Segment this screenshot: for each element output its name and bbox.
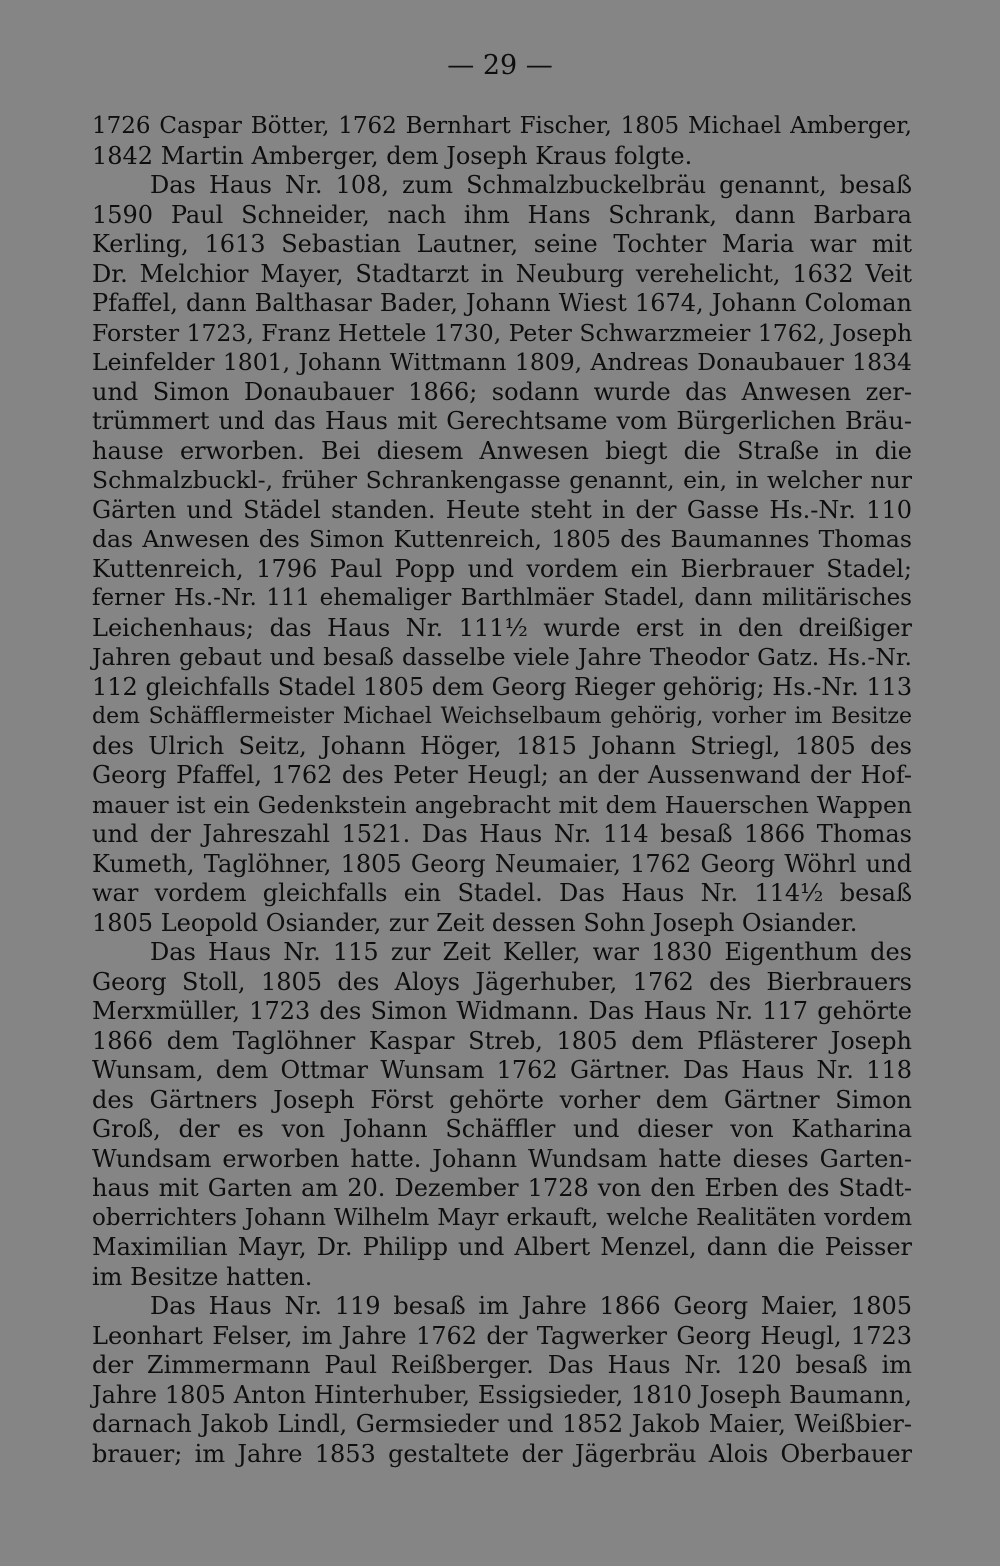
text-line: war vordem gleichfalls ein Stadel. Das Haus Nr. 114½ besaß bbox=[92, 879, 912, 907]
text-line: Leinfelder 1801, Johann Wittmann 1809, Andreas Donaubauer 1834 bbox=[92, 348, 912, 376]
text-line: 112 gleichfalls Stadel 1805 dem Georg Rieger gehörig; Hs.-Nr. 113 bbox=[92, 672, 913, 701]
text-line: darnach Jakob Lindl, Germsieder und 1852 Jakob Maier, Weißbier- bbox=[92, 1410, 912, 1438]
text-line: Kerling, 1613 Sebastian Lautner, seine Tochter Maria war mit bbox=[92, 230, 912, 258]
text-line: Georg Pfaffel, 1762 des Peter Heugl; an der Aussenwand der Hof- bbox=[92, 761, 912, 789]
text-line: des Ulrich Seitz, Johann Höger, 1815 Johann Striegl, 1805 des bbox=[92, 731, 912, 760]
body-text bbox=[92, 112, 912, 1469]
text-line: des Gärtners Joseph Först gehörte vorher dem Gärtner Simon bbox=[92, 1085, 912, 1114]
text-line: oberrichters Johann Wilhelm Mayr erkauft, welche Realitäten vordem bbox=[92, 1204, 912, 1231]
text-line: mauer ist ein Gedenkstein angebracht mit dem Hauerschen Wappen bbox=[92, 790, 912, 819]
page-number: — 29 — bbox=[447, 50, 553, 81]
text-line: Merxmüller, 1723 des Simon Widmann. Das Haus Nr. 117 gehörte bbox=[92, 997, 912, 1025]
text-line: Groß, der es von Johann Schäffler und dieser von Katharina bbox=[92, 1115, 912, 1143]
text-line: Forster 1723, Franz Hettele 1730, Peter Schwarzmeier 1762, Joseph bbox=[92, 318, 913, 347]
text-line: haus mit Garten am 20. Dezember 1728 von den Erben des Stadt- bbox=[92, 1174, 912, 1202]
text-line: Gärten und Städel standen. Heute steht in der Gasse Hs.-Nr. 110 bbox=[92, 495, 912, 524]
text-line: dem Schäfflermeister Michael Weichselbaum gehörig, vorher im Besitze bbox=[92, 704, 912, 729]
text-line: Leonhart Felser, im Jahre 1762 der Tagwerker Georg Heugl, 1723 bbox=[92, 1321, 912, 1350]
text-line: Kuttenreich, 1796 Paul Popp und vordem ein Bierbrauer Stadel; bbox=[92, 554, 912, 583]
text-line: Das Haus Nr. 119 besaß im Jahre 1866 Georg Maier, 1805 bbox=[150, 1292, 912, 1320]
text-line: Wunsam, dem Ottmar Wunsam 1762 Gärtner. Das Haus Nr. 118 bbox=[92, 1056, 912, 1084]
text-line: Pfaffel, dann Balthasar Bader, Johann Wiest 1674, Johann Coloman bbox=[92, 289, 912, 317]
text-line: Kumeth, Taglöhner, 1805 Georg Neumaier, 1762 Georg Wöhrl und bbox=[92, 849, 912, 878]
text-line: Jahre 1805 Anton Hinterhuber, Essigsieder, 1810 Joseph Baumann, bbox=[92, 1380, 912, 1409]
text-line: und der Jahreszahl 1521. Das Haus Nr. 114 besaß 1866 Thomas bbox=[92, 820, 912, 848]
text-line: 1866 dem Taglöhner Kaspar Streb, 1805 dem Pflästerer Joseph bbox=[92, 1026, 912, 1055]
text-line: Jahren gebaut und besaß dasselbe viele Jahre Theodor Gatz. Hs.-Nr. bbox=[92, 643, 912, 671]
text-line: und Simon Donaubauer 1866; sodann wurde das Anwesen zer- bbox=[92, 377, 912, 406]
text-line: ferner Hs.-Nr. 111 ehemaliger Barthlmäer Stadel, dann militärisches bbox=[92, 585, 912, 611]
text-line: 1590 Paul Schneider, nach ihm Hans Schrank, dann Barbara bbox=[92, 200, 912, 229]
text-line: der Zimmermann Paul Reißberger. Das Haus Nr. 120 besaß im bbox=[92, 1351, 912, 1379]
text-line: Das Haus Nr. 115 zur Zeit Keller, war 1830 Eigenthum des bbox=[150, 938, 912, 966]
text-line: im Besitze hatten. bbox=[92, 1262, 313, 1291]
text-line: 1842 Martin Amberger, dem Joseph Kraus folgte. bbox=[92, 141, 693, 170]
text-line: hause erworben. Bei diesem Anwesen biegt die Straße in die bbox=[92, 436, 912, 465]
text-line: Georg Stoll, 1805 des Aloys Jägerhuber, 1762 des Bierbrauers bbox=[92, 967, 912, 996]
text-line: 1726 Caspar Bötter, 1762 Bernhart Fischer, 1805 Michael Amberger, bbox=[92, 113, 912, 139]
text-line: Dr. Melchior Mayer, Stadtarzt in Neuburg verehelicht, 1632 Veit bbox=[92, 259, 912, 288]
text-line: Das Haus Nr. 108, zum Schmalzbuckelbräu genannt, besaß bbox=[150, 171, 912, 199]
text-line: das Anwesen des Simon Kuttenreich, 1805 des Baumannes Thomas bbox=[92, 525, 912, 553]
text-line: trümmert und das Haus mit Gerechtsame vom Bürgerlichen Bräu- bbox=[92, 407, 912, 435]
text-line: Leichenhaus; das Haus Nr. 111½ wurde erst in den dreißiger bbox=[92, 613, 912, 642]
text-line: brauer; im Jahre 1853 gestaltete der Jägerbräu Alois Oberbauer bbox=[92, 1439, 912, 1468]
text-line: Wundsam erworben hatte. Johann Wundsam hatte dieses Garten- bbox=[92, 1144, 912, 1173]
text-line: Schmalzbuckl-, früher Schrankengasse genannt, ein, in welcher nur bbox=[92, 466, 912, 494]
text-line: 1805 Leopold Osiander, zur Zeit dessen Sohn Joseph Osiander. bbox=[92, 908, 858, 937]
text-line: Maximilian Mayr, Dr. Philipp und Albert Menzel, dann die Peisser bbox=[92, 1233, 912, 1261]
